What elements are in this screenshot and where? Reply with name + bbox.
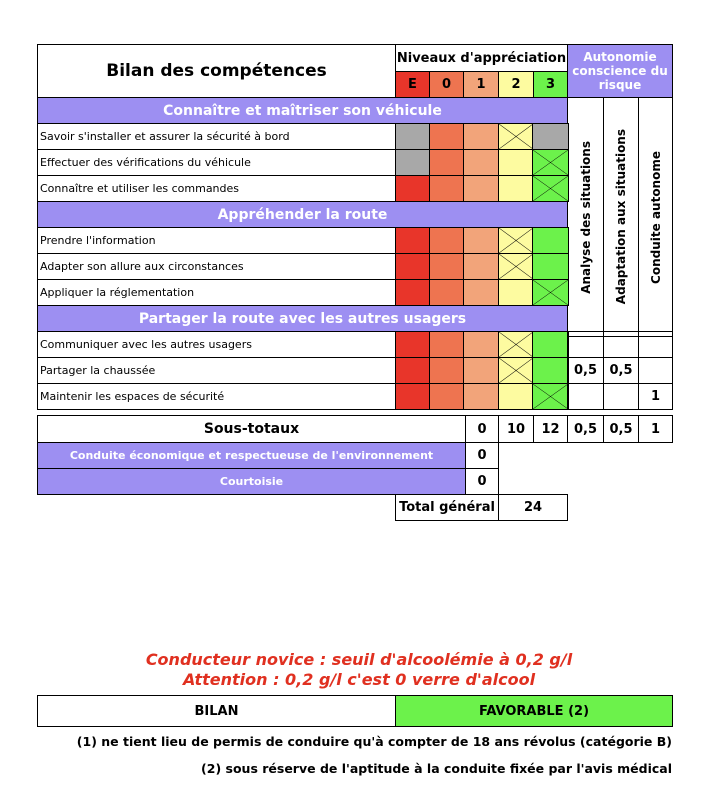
level-cell [463, 149, 500, 176]
level-cell [463, 331, 500, 358]
level-header-1: 1 [463, 71, 499, 98]
level-header-3: 3 [533, 71, 568, 98]
bilan-label: BILAN [37, 695, 396, 727]
eco-driving-value: 0 [465, 442, 499, 469]
autonomy-col-adaptation-label: Adaptation aux situations [614, 129, 628, 305]
footnote-1: (1) ne tient lieu de permis de conduire qu'à compter de 18 ans révolus (catégorie B) [76, 734, 672, 749]
autonomy-cell-adaptation [603, 331, 639, 358]
level-cell [395, 357, 431, 384]
level-cell [395, 279, 431, 306]
level-cell [395, 227, 431, 254]
autonomy-cell-conduite: 1 [638, 383, 673, 410]
autonomy-col-conduite [638, 97, 673, 337]
level-cell-crossed [532, 175, 569, 202]
level-cell [429, 253, 465, 280]
level-cell [498, 383, 534, 410]
level-header-0: 0 [429, 71, 464, 98]
courtesy-label: Courtoisie [37, 468, 466, 495]
autonomy-cell-conduite [638, 357, 673, 384]
autonomy-cell-adaptation: 0,5 [603, 357, 639, 384]
level-cell [463, 123, 500, 150]
level-cell [429, 227, 465, 254]
level-cell [532, 253, 569, 280]
autonomy-cell-analyse [567, 383, 604, 410]
autonomy-col-analyse [567, 97, 604, 337]
level-cell-crossed [532, 383, 569, 410]
total-value: 24 [498, 494, 568, 521]
level-cell [463, 175, 500, 202]
subtotal-conduite: 1 [638, 415, 673, 443]
levels-title: Niveaux d'appréciation [395, 44, 568, 72]
table-title: Bilan des compétences [37, 44, 396, 98]
section-header: Appréhender la route [37, 201, 568, 228]
level-cell [429, 383, 465, 410]
level-cell [429, 149, 465, 176]
level-cell [498, 279, 534, 306]
level-header-2: 2 [498, 71, 534, 98]
level-cell [532, 331, 569, 358]
level-cell-crossed [532, 279, 569, 306]
competence-row-label: Maintenir les espaces de sécurité [37, 383, 396, 410]
alcohol-notice-line1: Conducteur novice : seuil d'alcoolémie à 0,2 g/l [145, 650, 573, 669]
level-cell [463, 383, 500, 410]
total-label: Total général [395, 494, 499, 521]
level-cell [463, 357, 500, 384]
level-cell-crossed [498, 123, 534, 150]
level-cell [395, 253, 431, 280]
level-cell-crossed [498, 253, 534, 280]
subtotals-label: Sous-totaux [37, 415, 466, 443]
level-cell [395, 331, 431, 358]
level-cell [532, 227, 569, 254]
level-cell [429, 331, 465, 358]
level-cell-crossed [498, 331, 534, 358]
autonomy-col-analyse-label: Analyse des situations [578, 140, 593, 294]
competence-row-label: Effectuer des vérifications du véhicule [37, 149, 396, 176]
level-cell [498, 149, 534, 176]
level-cell-crossed [498, 357, 534, 384]
competence-row-label: Prendre l'information [37, 227, 396, 254]
footnote-2: (2) sous réserve de l'aptitude à la conduite fixée par l'avis médical [201, 761, 672, 776]
competence-row-label: Adapter son allure aux circonstances [37, 253, 396, 280]
level-headers [395, 71, 568, 98]
subtotal-level-2: 10 [498, 415, 534, 443]
subtotal-adaptation: 0,5 [603, 415, 639, 443]
level-cell [395, 383, 431, 410]
autonomy-col-conduite-label: Conduite autonome [648, 150, 663, 284]
level-cell [463, 279, 500, 306]
alcohol-notice-line2: Attention : 0,2 g/l c'est 0 verre d'alcool [182, 670, 536, 689]
autonomy-col-adaptation [603, 97, 639, 337]
level-cell [532, 357, 569, 384]
level-cell [395, 149, 431, 176]
competence-row-label: Connaître et utiliser les commandes [37, 175, 396, 202]
competence-row-label: Savoir s'installer et assurer la sécurité à bord [37, 123, 396, 150]
level-cell [463, 253, 500, 280]
autonomy-cell-analyse [567, 331, 604, 358]
subtotal-level-1: 0 [465, 415, 499, 443]
competence-row-label: Communiquer avec les autres usagers [37, 331, 396, 358]
level-cell [429, 175, 465, 202]
level-cell [429, 123, 465, 150]
section-header: Partager la route avec les autres usagers [37, 305, 568, 332]
eco-driving-label: Conduite économique et respectueuse de l'environnement [37, 442, 466, 469]
autonomy-title: Autonomie conscience du risque [567, 44, 673, 98]
autonomy-cell-analyse: 0,5 [567, 357, 604, 384]
level-cell [395, 123, 431, 150]
level-cell [498, 175, 534, 202]
level-cell [532, 123, 569, 150]
level-cell-crossed [498, 227, 534, 254]
level-cell-crossed [532, 149, 569, 176]
subtotal-analyse: 0,5 [567, 415, 604, 443]
level-header-e: E [395, 71, 430, 98]
bilan-result: FAVORABLE (2) [395, 695, 673, 727]
autonomy-cell-conduite [638, 331, 673, 358]
competence-row-label: Partager la chaussée [37, 357, 396, 384]
subtotal-level-3: 12 [533, 415, 568, 443]
competence-row-label: Appliquer la réglementation [37, 279, 396, 306]
level-cell [429, 357, 465, 384]
section-header: Connaître et maîtriser son véhicule [37, 97, 568, 124]
autonomy-cell-adaptation [603, 383, 639, 410]
courtesy-value: 0 [465, 468, 499, 495]
level-cell [429, 279, 465, 306]
level-cell [463, 227, 500, 254]
level-cell [395, 175, 431, 202]
